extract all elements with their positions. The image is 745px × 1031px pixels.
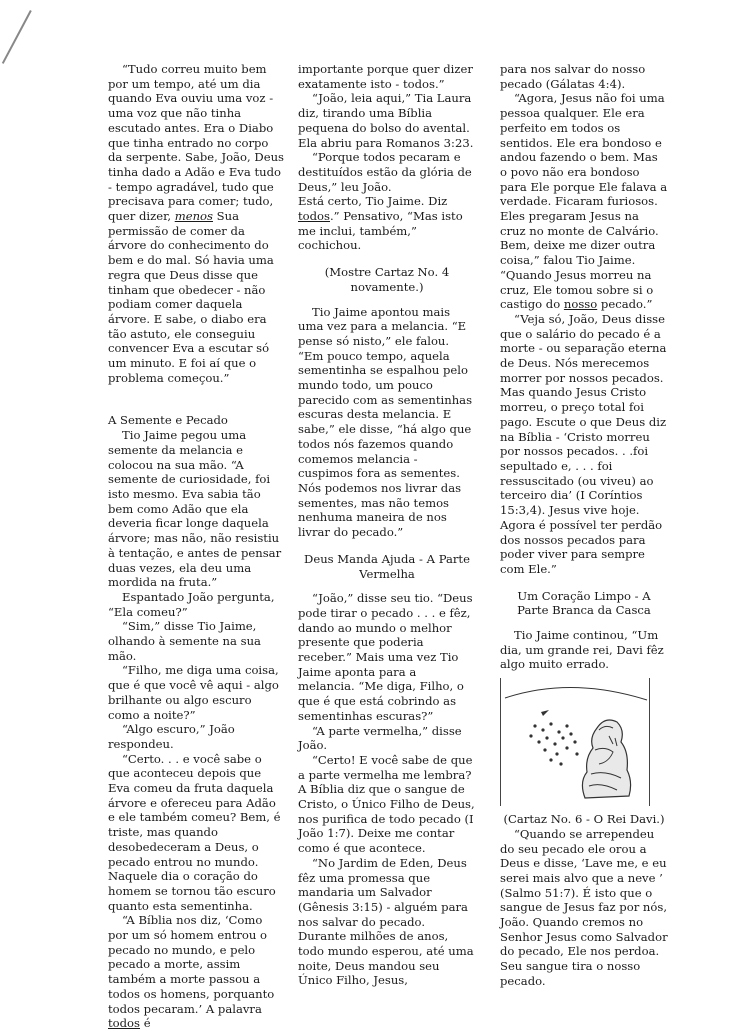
illustration-drawing xyxy=(501,678,649,806)
paragraph: “A Bíblia nos diz, ‘Como por um só homem entrou o pecado no mundo, e pelo pecado a morte, assim também a morte passou a todos os homens, porquanto todos pecaram.’ A palavra todos é xyxy=(108,913,275,1031)
paragraph: “No Jardim de Eden, Deus fêz uma promessa que mandaria um Salvador (Gênesis 3:15) - alguém para nos salvar do pecado. Durante milhões de anos, todo mundo esperou, até uma noite, Deus mandou seu Único Filho, Jesus, xyxy=(298,855,474,988)
paragraph: “João, leia aqui,” Tia Laura diz, tirando uma Bíblia pequena do bolso do avental. Ela abriu para Romanos 3:23. xyxy=(298,91,474,150)
paragraph: “Tudo correu muito bem por um tempo, até um dia quando Eva ouviu uma voz - uma voz que não tinha escutado antes. Era o Diabo que tinha entrado no corpo da serpente. Sabe, João, Deus tinha dado a Adão e Eva tudo - tempo agradável, tudo que precisava para comer; tudo, quer dizer, menos Sua permissão de comer da árvore do conhecimento do bem e do mal. Só havia uma regra que Deus disse que tinham que obedecer - não podiam comer daquela árvore. E sabe, o diabo era tão astuto, ele conseguiu convencer Eva a escutar só um minuto. E foi aí que o problema começou.” xyxy=(108,62,284,385)
paragraph: “Sim,” disse Tio Jaime, olhando à semente na sua mão. xyxy=(108,619,261,663)
paragraph: Tio Jaime continou, “Um dia, um grande rei, Davi fêz algo muito errado. xyxy=(500,628,664,672)
paragraph: “Algo escuro,” João respondeu. xyxy=(108,722,235,751)
paragraph: Tio Jaime apontou mais uma vez para a melancia. “E pense só nisto,” ele falou. “Em pouco tempo, aquela sementinha se espalhou pelo mundo todo, um pouco parecido com as sementinhas escuras desta melancia. E sabe,” ele disse, “há algo que todos nós fazemos quando comemos melancia - cuspimos fora as sementes. Nós podemos nos livrar das sementes, mas não temos nenhuma maneira de nos livrar do pecado.” xyxy=(298,304,473,540)
paragraph: Espantado João pergunta, “Ela comeu?” xyxy=(108,589,275,619)
section-heading: (Mostre Cartaz No. 4 novamente.) xyxy=(324,265,450,294)
paragraph: Está certo, Tio Jaime. Diz todos.” Pensativo, “Mas isto me inclui, também,” cochichou. xyxy=(298,194,463,253)
paragraph: “Filho, me diga uma coisa, que é que você vê aqui - algo brilhante ou algo escuro como a noite?” xyxy=(108,663,279,722)
section-heading: Deus Manda Ajuda - A Parte Vermelha xyxy=(304,551,470,581)
paragraph: Tio Jaime pegou uma semente da melancia e colocou na sua mão. “A semente de curiosidade, foi isto mesmo. Eva sabia tão bem como Adão que ela deveria ficar longe daquela árvore; mas não, não resistiu à tentação, e antes de pensar duas vezes, ela deu uma mordida na fruta.” xyxy=(108,428,282,590)
paragraph: “Veja só, João, Deus disse que o salário do pecado é a morte - ou separação eterna de Deus. Nós merecemos morrer por nossos pecados. Mas quando Jesus Cristo morreu, o preço total foi pago. Escute o que Deus diz na Bíblia - ‘Cristo morreu por nossos pecados. . .foi sepultado e, . . . foi ressuscitado (ou viveu) ao terceiro dia’ (I Coríntios 15:3,4). Jesus vive hoje. Agora é possível ter perdão dos nossos pecados para poder viver para sempre com Ele.” xyxy=(500,311,667,576)
pen-mark xyxy=(2,10,32,64)
paragraph: “Quando se arrependeu do seu pecado ele orou a Deus e disse, ‘Lave me, e eu serei mais alvo que a neve ’ (Salmo 51:7). É isto que o sangue de Jesus faz por nós, João. Quando cremos no Senhor Jesus como Salvador do pecado, Ele nos perdoa. Seu sangue tira o nosso pecado. xyxy=(500,826,668,988)
paragraph: “Certo. . . e você sabe o que aconteceu depois que Eva comeu da fruta daquela árvore e ofereceu para Adão e ele também comeu? Bem, é triste, mas quando desobedeceram a Deus, o pecado entrou no mundo. Naquele dia o coração do homem se tornou tão escuro quanto esta sementinha. xyxy=(108,751,281,913)
paragraph: “Certo! E você sabe de que a parte vermelha me lembra? A Bíblia diz que o sangue de Cristo, o Único Filho de Deus, nos purifica de todo pecado (I João 1:7). Deixe me contar como é que acontece. xyxy=(298,752,475,856)
paragraph: importante porque quer dizer exatamente isto - todos.” xyxy=(298,62,473,91)
text-column-1 xyxy=(108,62,284,1031)
paragraph: para nos salvar do nosso pecado (Gálatas 4:4). xyxy=(500,62,646,91)
text-column-2 xyxy=(298,62,476,988)
paragraph: “Porque todos pecaram e destituídos estão da glória de Deus,” leu João. xyxy=(298,150,472,194)
paragraph: “João,” disse seu tio. “Deus pode tirar o pecado . . . e fêz, dando ao mundo o melhor presente que poderia receber.” Mais uma vez Tio Jaime aponta para a melancia. “Me diga, Filho, o que é que está cobrindo as sementinhas escuras?” xyxy=(298,591,473,723)
figure-caption: (Cartaz No. 6 - O Rei Davi.) xyxy=(503,812,665,827)
section-heading: Um Coração Limpo - A Parte Branca da Casca xyxy=(517,588,651,618)
paragraph: “Agora, Jesus não foi uma pessoa qualquer. Ele era perfeito em todos os sentidos. Ele era bondoso e andou fazendo o bem. Mas o povo não era bondoso para Ele porque Ele falava a verdade. Ficaram furiosos. Eles pregaram Jesus na cruz no monte de Calvário. Bem, deixe me dizer outra coisa,” falou Tio Jaime. “Quando Jesus morreu na cruz, Ele tomou sobre si o castigo do nosso pecado.” xyxy=(500,91,668,312)
paragraph: “A parte vermelha,” disse João. xyxy=(298,723,462,753)
text-column-3 xyxy=(500,62,668,989)
king-david-praying-illustration xyxy=(500,678,650,806)
section-heading: A Semente e Pecado xyxy=(108,413,228,428)
